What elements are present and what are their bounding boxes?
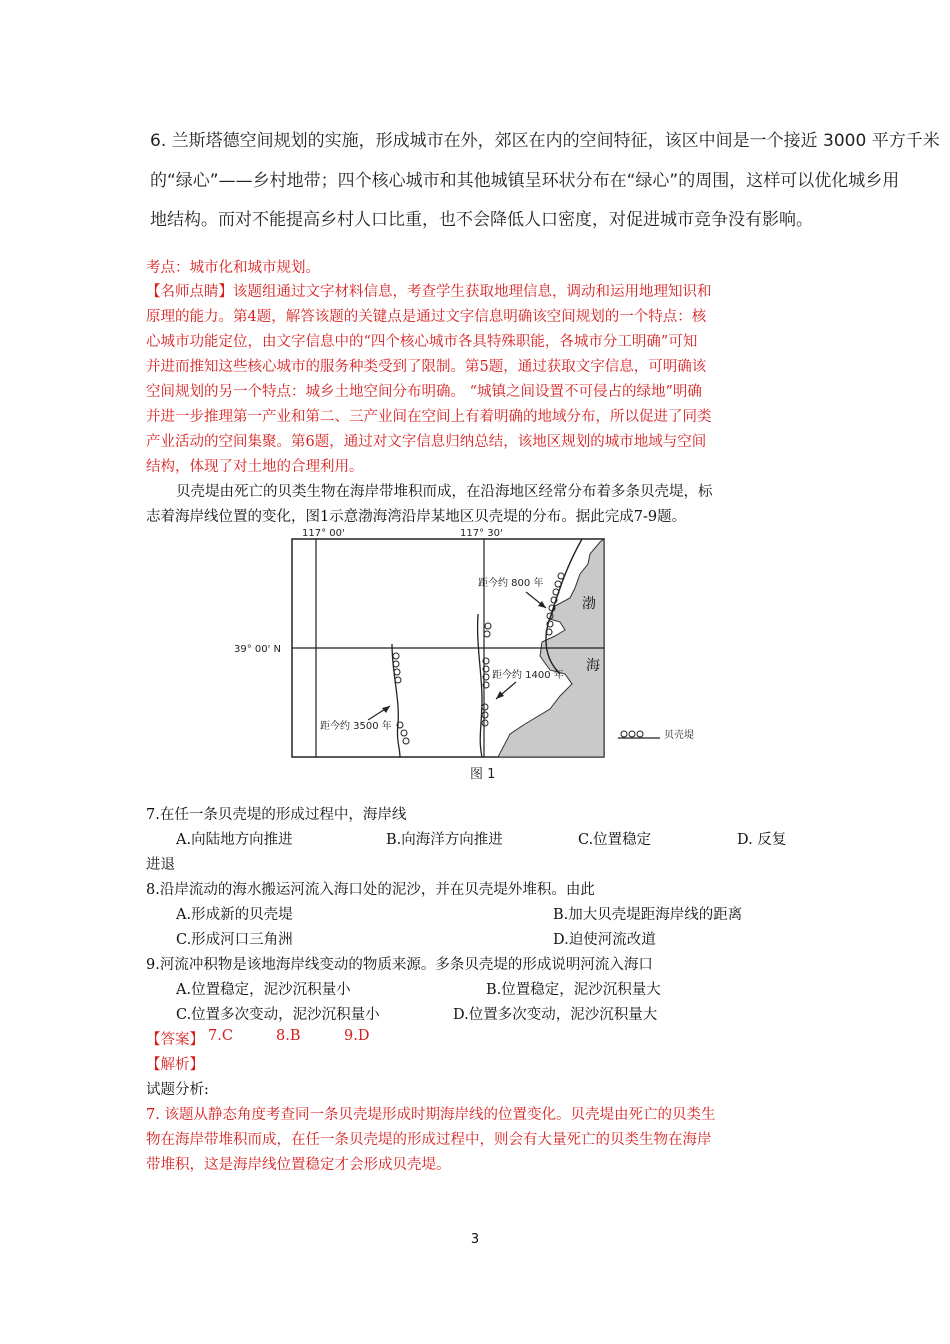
legend-label: 贝壳堤 — [664, 730, 694, 741]
q8-stem: 8.沿岸流动的海水搬运河流入海口处的泥沙，并在贝壳堤外堆积。由此 — [146, 882, 595, 898]
q7-option-b: B.向海洋方向推进 — [386, 832, 503, 848]
mingshi-line-5: 空间规划的另一个特点：城乡土地空间分布明确。 “城镇之间设置不可侵占的绿地”明确 — [146, 384, 702, 400]
mingshi-line-8: 结构，体现了对土地的合理利用。 — [146, 459, 364, 475]
label-800: 距今约 800 年 — [478, 578, 544, 589]
q7-stem: 7.在任一条贝壳堤的形成过程中，海岸线 — [146, 807, 407, 823]
lat-label: 39° 00' N — [234, 644, 282, 655]
answer-7: 7.C — [208, 1028, 233, 1044]
lon-label-117-00: 117° 00' — [302, 528, 345, 539]
q9-option-b: B.位置稳定，泥沙沉积量大 — [486, 982, 661, 998]
mingshi-line-4: 并进而推知这些核心城市的服务种类受到了限制。第5题，通过获取文字信息，可明确该 — [146, 359, 707, 375]
intro-line-2: 志着海岸线位置的变化，图1示意渤海湾沿岸某地区贝壳堤的分布。据此完成7-9题。 — [146, 509, 687, 525]
answer-8: 8.B — [276, 1028, 301, 1044]
label-1400: 距今约 1400 年 — [492, 670, 564, 681]
kaodian: 考点：城市化和城市规划。 — [146, 260, 320, 276]
label-3500: 距今约 3500 年 — [320, 721, 392, 732]
q7-option-d: D. 反复 — [737, 832, 787, 848]
sea-label-hai: 海 — [586, 658, 600, 674]
q6-line-2: 的“绿心”——乡村地带；四个核心城市和其他城镇呈环状分布在“绿心”的周围，这样可以优化城乡用 — [150, 171, 900, 191]
answer-label: 【答案】 — [146, 1032, 204, 1048]
mingshi-line-6: 并进一步推理第一产业和第二、三产业间在空间上有着明确的地域分布，所以促进了同类 — [146, 409, 712, 425]
q8-option-d: D.迫使河流改道 — [553, 932, 656, 948]
q7-option-d-continued: 进退 — [146, 857, 175, 873]
q9-option-a: A.位置稳定，泥沙沉积量小 — [176, 982, 351, 998]
analysis7-line-3: 带堆积，这是海岸线位置稳定才会形成贝壳堤。 — [146, 1157, 451, 1173]
q8-option-a: A.形成新的贝壳堤 — [176, 907, 293, 923]
figure-1-map — [220, 524, 740, 784]
legend-shell-ridge — [618, 728, 694, 741]
figure-caption: 图 1 — [470, 767, 496, 782]
q8-option-c: C.形成河口三角洲 — [176, 932, 293, 948]
shiti-label: 试题分析: — [146, 1082, 209, 1098]
analysis7-line-1: 7. 该题从静态角度考查同一条贝壳堤形成时期海岸线的位置变化。贝壳堤由死亡的贝类生 — [146, 1107, 716, 1123]
q6-line-1: 6. 兰斯塔德空间规划的实施，形成城市在外，郊区在内的空间特征，该区中间是一个接近 3000 平方千米 — [150, 131, 940, 151]
page-number: 3 — [470, 1232, 480, 1247]
q9-stem: 9.河流冲积物是该地海岸线变动的物质来源。多条贝壳堤的形成说明河流入海口 — [146, 957, 653, 973]
lon-label-117-30: 117° 30' — [460, 528, 503, 539]
analysis7-line-2: 物在海岸带堆积而成，在任一条贝壳堤的形成过程中，则会有大量死亡的贝类生物在海岸 — [146, 1132, 712, 1148]
mingshi-line-1: 【名师点睛】该题组通过文字材料信息，考查学生获取地理信息，调动和运用地理知识和 — [146, 284, 712, 300]
answer-9: 9.D — [344, 1028, 370, 1044]
sea-label-bo: 渤 — [582, 596, 596, 612]
q7-option-a: A.向陆地方向推进 — [176, 832, 293, 848]
mingshi-line-7: 产业活动的空间集聚。第6题，通过对文字信息归纳总结，该地区规划的城市地域与空间 — [146, 434, 707, 450]
q9-option-c: C.位置多次变动，泥沙沉积量小 — [176, 1007, 380, 1023]
intro-line-1: 贝壳堤由死亡的贝类生物在海岸带堆积而成，在沿海地区经常分布着多条贝壳堤，标 — [176, 484, 713, 500]
jiexi-label: 【解析】 — [146, 1057, 204, 1073]
q7-option-c: C.位置稳定 — [578, 832, 652, 848]
q6-line-3: 地结构。而对不能提高乡村人口比重，也不会降低人口密度，对促进城市竞争没有影响。 — [150, 210, 813, 230]
q9-option-d: D.位置多次变动，泥沙沉积量大 — [453, 1007, 658, 1023]
mingshi-line-2: 原理的能力。第4题，解答该题的关键点是通过文字信息明确该空间规划的一个特点：核 — [146, 309, 707, 325]
mingshi-line-3: 心城市功能定位，由文字信息中的“四个核心城市各具特殊职能，各城市分工明确”可知 — [146, 334, 698, 350]
q8-option-b: B.加大贝壳堤距海岸线的距离 — [553, 907, 743, 923]
